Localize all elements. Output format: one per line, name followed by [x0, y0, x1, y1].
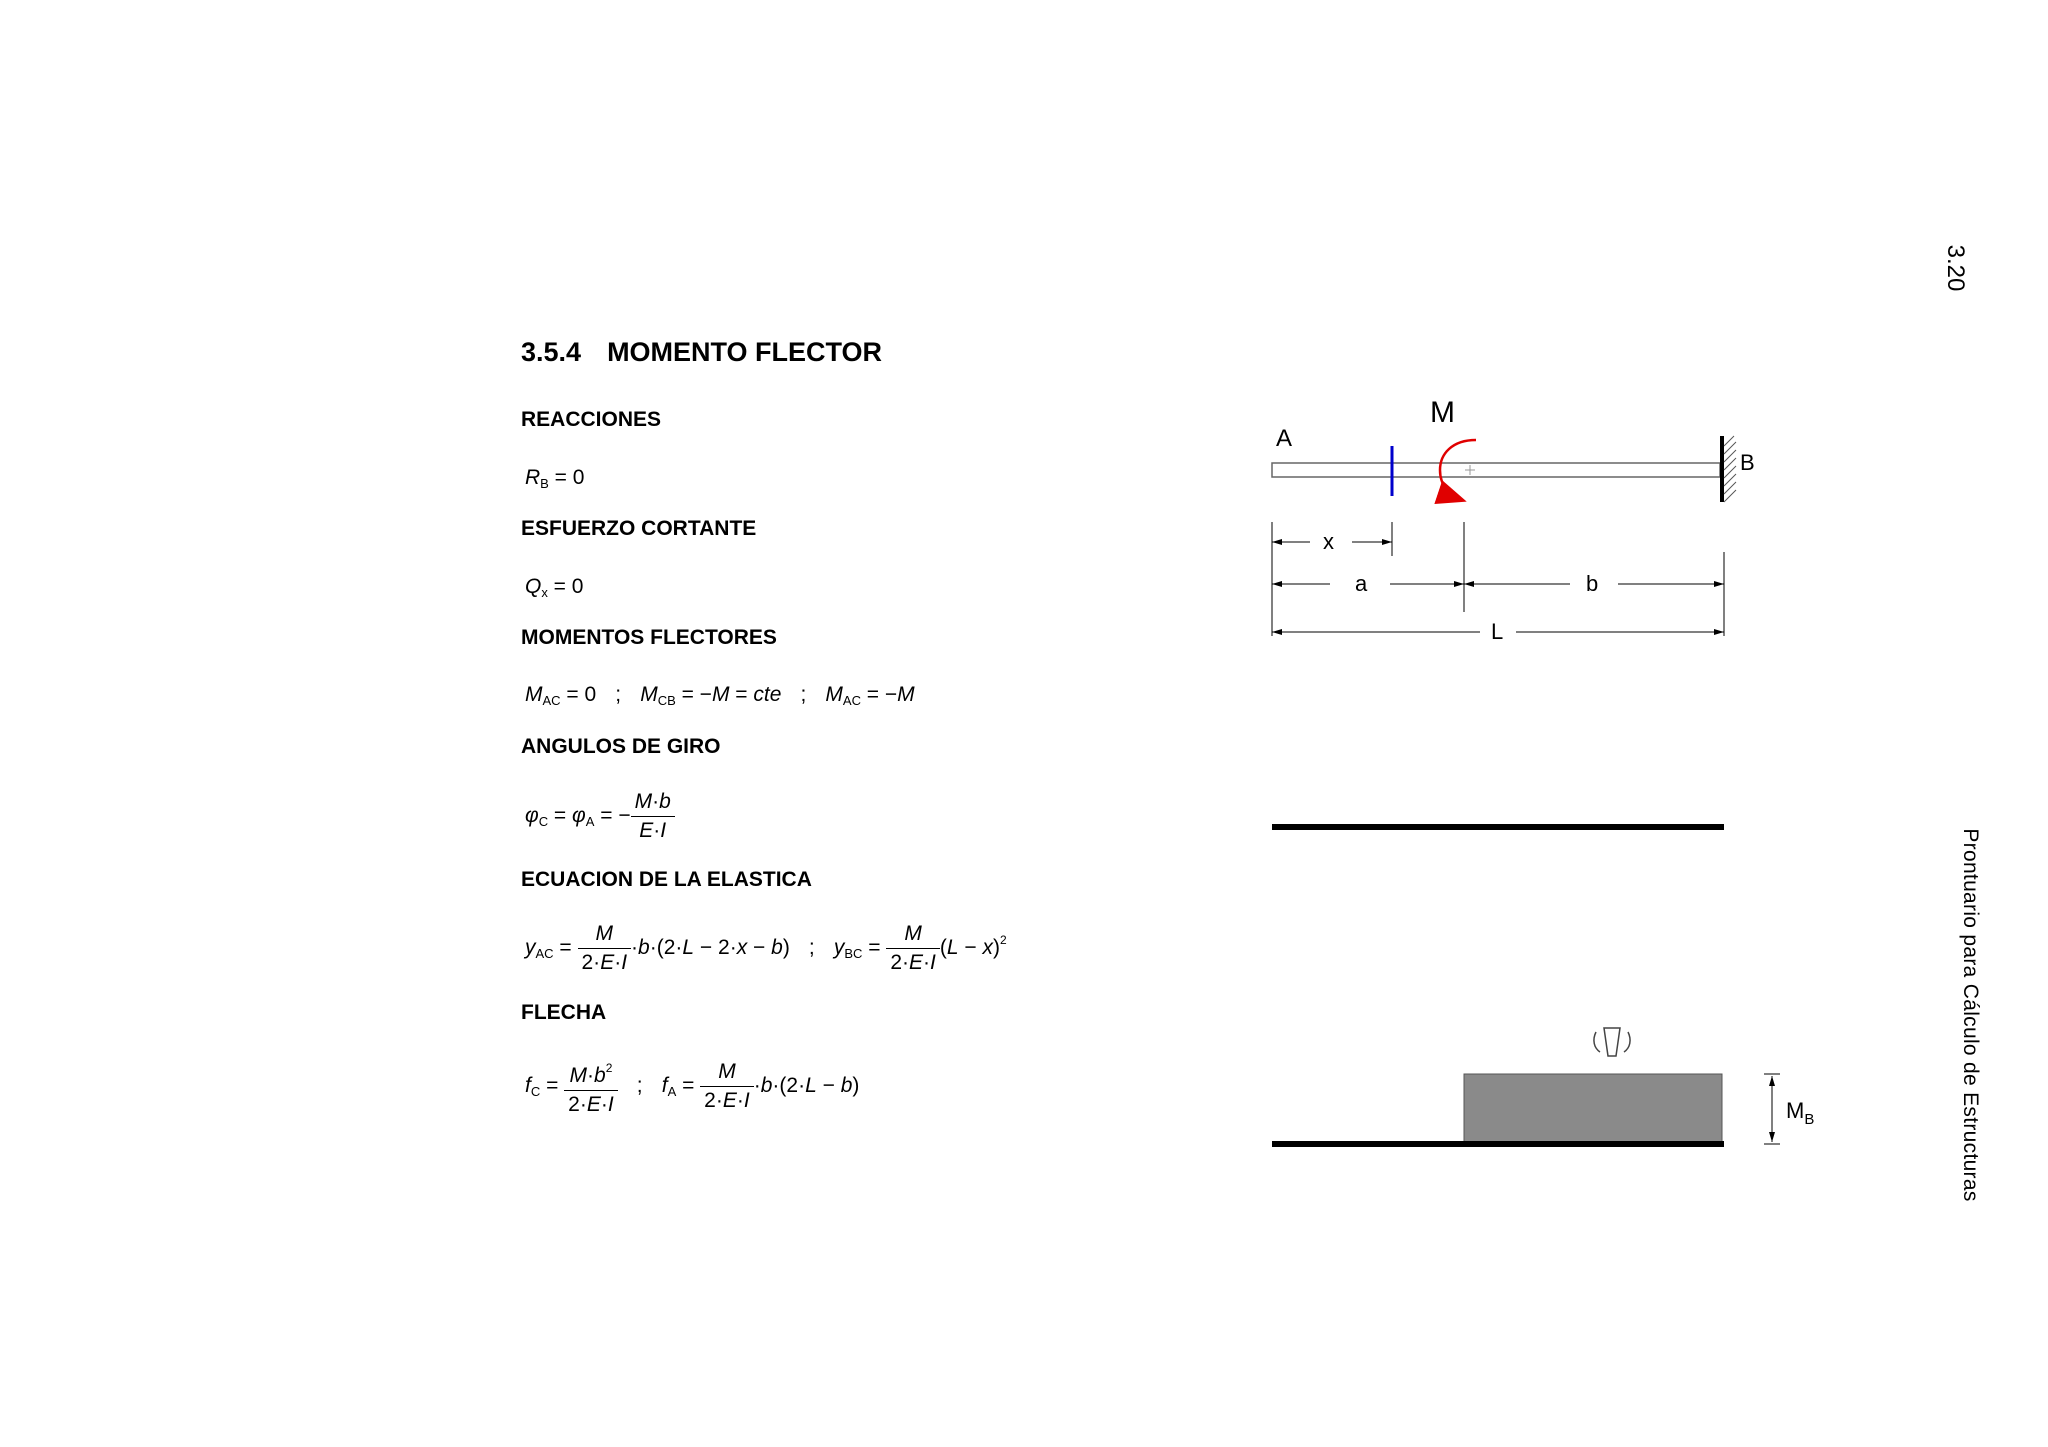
running-title: Prontuario para Cálculo de Estructuras — [1959, 828, 1982, 1202]
heading-reacciones: REACCIONES — [521, 408, 662, 431]
beam — [1272, 463, 1720, 477]
dimension-x-label: x — [1323, 529, 1334, 554]
beam-diagram — [1240, 380, 1800, 650]
dimension-b-label: b — [1586, 571, 1599, 596]
section-number: 3.5.4 — [521, 337, 582, 367]
dimension-l-label: L — [1491, 619, 1504, 644]
heading-flecha: FLECHA — [521, 1001, 607, 1024]
formula-angles: $\varphi_C = \varphi_A$ = − $\frac{M\cdot b}{E\cdot I}$ — [525, 788, 675, 845]
heading-angulos: ANGULOS DE GIRO — [521, 735, 721, 758]
section-title — [521, 337, 882, 368]
moment-magnitude-label — [1786, 1098, 1814, 1128]
formula-reaction: $R_B = 0$ — [525, 466, 585, 491]
support-a-label: A — [1276, 425, 1293, 452]
fixed-support-hatch-icon — [1722, 436, 1736, 502]
dimension-a-label: a — [1355, 571, 1368, 596]
moment-magnitude-symbol: M — [1786, 1098, 1805, 1123]
formula-moments: $M_{AC} = 0$ ; $M_{CB} = -M$ = cte ; $M_{AC} = -M$ — [525, 683, 915, 708]
formula-elastica: $y_{AC}$ = $\frac{M}{2\cdot E\cdot I}$ ·b·(2·L − 2·x − b) ; $y_{BC}$ = $\frac{M}{2\cdot E\cdot I}$ $(L - x)^2$ — [525, 922, 1007, 974]
moment-magnitude-subscript: B — [1804, 1111, 1815, 1128]
section-name: MOMENTO FLECTOR — [607, 337, 883, 367]
bending-element-icon — [1594, 1028, 1630, 1056]
moment-magnitude-dimension — [1764, 1074, 1780, 1144]
formula-flecha: $f_C$ = $\frac{M\cdot b^2}{2\cdot E\cdot I}$ ; $f_A$ = $\frac{M}{2\cdot E\cdot I}$ ·b·(2·L − b) — [525, 1054, 859, 1119]
moment-label: M — [1430, 396, 1455, 429]
internal-force-diagrams — [1240, 780, 1815, 1160]
heading-cortante: ESFUERZO CORTANTE — [521, 517, 757, 540]
moment-diagram-area — [1464, 1074, 1722, 1142]
page-number: 3.20 — [1942, 244, 1969, 292]
heading-momentos: MOMENTOS FLECTORES — [521, 626, 777, 649]
formula-shear: $Q_x = 0$ — [525, 575, 584, 600]
support-b-label: B — [1740, 450, 1755, 475]
heading-elastica: ECUACION DE LA ELASTICA — [521, 868, 812, 891]
